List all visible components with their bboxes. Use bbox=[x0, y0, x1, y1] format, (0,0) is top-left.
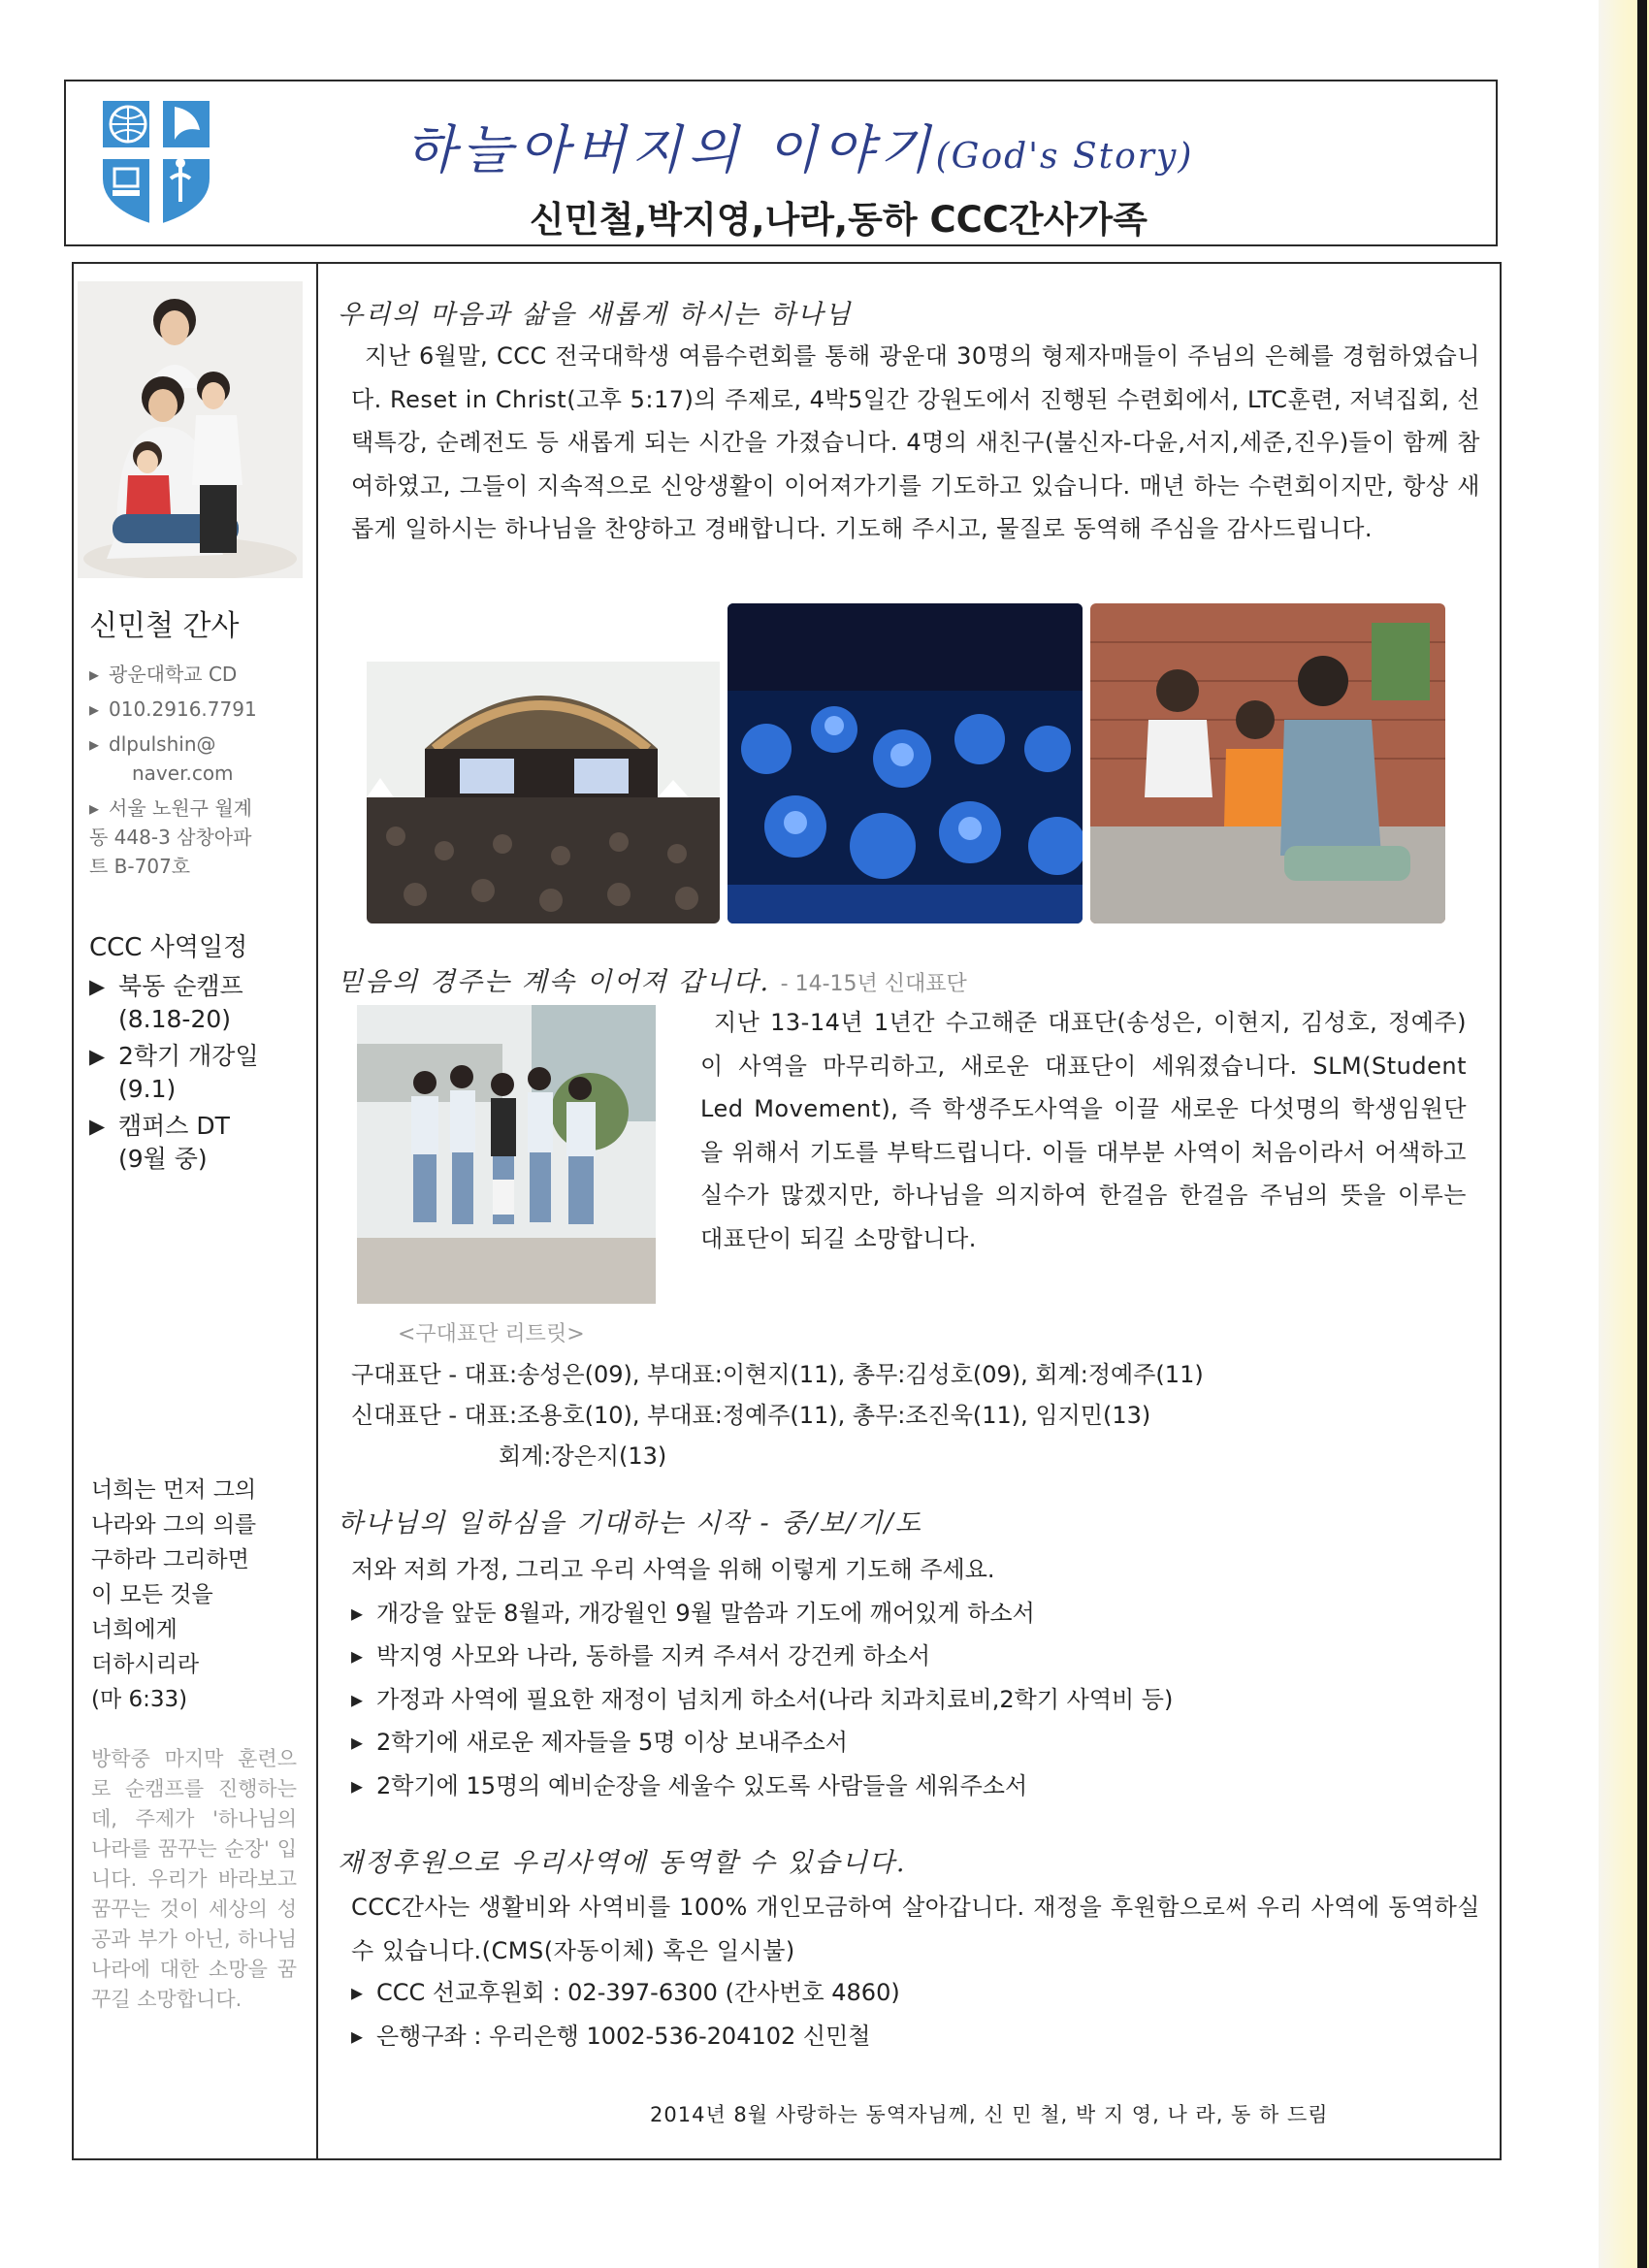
verse-line: 더하시리라 bbox=[91, 1652, 200, 1677]
schedule-item-date: (8.18-20) bbox=[118, 1005, 232, 1033]
schedule-list bbox=[89, 970, 308, 1180]
contact-address-1: ▸ 서울 노원구 월계 bbox=[89, 794, 307, 823]
section1-title: 우리의 마음과 삶을 새롭게 하시는 하나님 bbox=[338, 300, 853, 330]
section3-title: 하나님의 일하심을 기대하는 시작 - 중/보/기/도 bbox=[338, 1508, 922, 1539]
verse-line: 구하라 그리하면 bbox=[91, 1547, 249, 1572]
verse-line: 나라와 그의 의를 bbox=[91, 1512, 257, 1538]
letter-subtitle: 신민철,박지영,나라,동하 CCC간사가족 bbox=[530, 199, 1148, 241]
support-item-ccc: ▸ CCC 선교후원회 : 02-397-6300 (간사번호 4860) bbox=[351, 1971, 900, 2015]
contact-phone[interactable]: ▸ 010.2916.7791 bbox=[89, 695, 307, 724]
section4-body: CCC간사는 생활비와 사역비를 100% 개인모금하여 살아갑니다. 재정을 후원함으로써 우리 사역에 동역하실 수 있습니다.(CMS(자동이체) 혹은 일시불) bbox=[351, 1894, 1480, 1964]
retreat-photos bbox=[367, 603, 1445, 923]
letter-signature: 2014년 8월 사랑하는 동역자님께, 신 민 철, 박 지 영, 나 라, 동 하 드림 bbox=[650, 2103, 1329, 2126]
old-team-retreat-photo bbox=[357, 1005, 656, 1304]
section2-title-text: 믿음의 경주는 계속 이어져 갑니다. bbox=[338, 967, 771, 997]
retreat-stage-photo bbox=[367, 603, 720, 923]
ccc-logo bbox=[99, 97, 213, 229]
prayer-item: ▸ 가정과 사역에 필요한 재정이 넘치게 하소서(나라 치과치료비,2학기 사역비 등) bbox=[351, 1678, 1173, 1722]
letter-title bbox=[405, 109, 1193, 183]
letter-title-english: (God's Story) bbox=[935, 137, 1194, 177]
verse-line: 너희에게 bbox=[91, 1617, 178, 1642]
verse-reference: (마 6:33) bbox=[91, 1687, 188, 1712]
old-team-roster: 구대표단 - 대표:송성은(09), 부대표:이현지(11), 총무:김성호(09), 회계:정예주(11) bbox=[351, 1361, 1204, 1388]
contact-info bbox=[89, 660, 307, 881]
schedule-item-label: ▶ 2학기 개강일 bbox=[89, 1040, 308, 1073]
retreat-family-photo bbox=[1090, 603, 1445, 923]
schedule-item-label: ▶ 북동 순캠프 bbox=[89, 970, 308, 1003]
prayer-list bbox=[351, 1548, 1173, 1807]
family-photo bbox=[78, 281, 303, 578]
prayer-intro: 저와 저희 가정, 그리고 우리 사역을 위해 이렇게 기도해 주세요. bbox=[351, 1556, 995, 1583]
schedule-item-date: (9.1) bbox=[118, 1075, 177, 1103]
new-team-roster: 신대표단 - 대표:조용호(10), 부대표:정예주(11), 총무:조진욱(11), 임지민(13) bbox=[351, 1402, 1151, 1429]
letter-header bbox=[64, 80, 1498, 246]
photo-caption: <구대표단 리트릿> bbox=[398, 1322, 585, 1346]
verse-line: 이 모든 것을 bbox=[91, 1582, 213, 1607]
contact-email[interactable]: ▸ dlpulshin@ bbox=[89, 729, 307, 759]
prayer-item: ▸ 박지영 사모와 나라, 동하를 지켜 주셔서 강건케 하소서 bbox=[351, 1635, 1173, 1678]
section2-title-note: - 14-15년 신대표단 bbox=[780, 972, 967, 996]
contact-email-domain: naver.com bbox=[132, 761, 234, 785]
prayer-item: ▸ 개강을 앞둔 8월과, 개강월인 9월 말씀과 기도에 깨어있게 하소서 bbox=[351, 1592, 1173, 1636]
prayer-item: ▸ 2학기에 15명의 예비순장을 세울수 있도록 사람들을 세워주소서 bbox=[351, 1765, 1173, 1808]
schedule-item-date: (9월 중) bbox=[118, 1145, 208, 1173]
staff-name: 신민철 간사 bbox=[89, 609, 240, 643]
schedule-title: CCC 사역일정 bbox=[89, 933, 248, 962]
retreat-night-photo bbox=[728, 603, 1083, 923]
section2-title bbox=[338, 960, 967, 998]
schedule-item-label: ▶ 캠퍼스 DT bbox=[89, 1110, 308, 1143]
column-divider bbox=[316, 262, 318, 2160]
contact-address-3: 트 B-707호 bbox=[89, 855, 191, 878]
scan-border-line bbox=[1637, 0, 1647, 2268]
prayer-item: ▸ 2학기에 새로운 제자들을 5명 이상 보내주소서 bbox=[351, 1721, 1173, 1765]
section2-body: 지난 13-14년 1년간 수고해준 대표단(송성은, 이현지, 김성호, 정예주)이 사역을 마무리하고, 새로운 대표단이 세워졌습니다. SLM(Student Led Movement), 즉 학생주도사역을 이끌 새로운 다섯명의 학생임원단을 위해서 기도를 부탁드립니다. 이들 대부분 사역이 처음이라서 어색하고 실수가 많겠지만, 하나님을 의지하여 한걸음 한걸음 주님의 뜻을 이루는 대표단이 되길 소망합니다. bbox=[700, 1009, 1467, 1252]
support-item-bank: ▸ 은행구좌 : 우리은행 1002-536-204102 신민철 bbox=[351, 2015, 900, 2058]
camp-reflection: 방학중 마지막 훈련으로 순캠프를 진행하는데, 주제가 '하나님의 나라를 꿈꾸는 순장' 입니다. 우리가 바라보고 꿈꾸는 것이 세상의 성공과 부가 아닌, 하나님 나라에 대한 소망을 꿈꾸길 소망합니다. bbox=[91, 1747, 297, 2011]
support-list bbox=[351, 1971, 900, 2057]
verse-line: 너희는 먼저 그의 bbox=[91, 1477, 257, 1503]
contact-campus: ▸ 광운대학교 CD bbox=[89, 660, 307, 689]
section4-title: 재정후원으로 우리사역에 동역할 수 있습니다. bbox=[338, 1848, 907, 1878]
bible-verse bbox=[91, 1473, 305, 1717]
section1-body: 지난 6월말, CCC 전국대학생 여름수련회를 통해 광운대 30명의 형제자매들이 주님의 은혜를 경험하였습니다. Reset in Christ(고후 5:17)의 주제로, 4박5일간 강원도에서 진행된 수련회에서, LTC훈련, 저녁집회, 선택특강, 순례전도 등 새롭게 되는 시간을 가졌습니다. 4명의 새친구(불신자-다윤,서지,세준,진우)들이 함께 참여하였고, 그들이 지속적으로 신앙생활이 이어져가기를 기도하고 있습니다. 매년 하는 수련회이지만, 항상 새롭게 일하시는 하나님을 찬양하고 경배합니다. 기도해 주시고, 물질로 동역해 주심을 감사드립니다. bbox=[351, 342, 1480, 542]
letter-title-korean: 하늘아버지의 이야기 bbox=[405, 119, 936, 180]
contact-address-2: 동 448-3 삼창아파 bbox=[89, 826, 252, 849]
new-team-roster-cont: 회계:장은지(13) bbox=[499, 1442, 667, 1470]
